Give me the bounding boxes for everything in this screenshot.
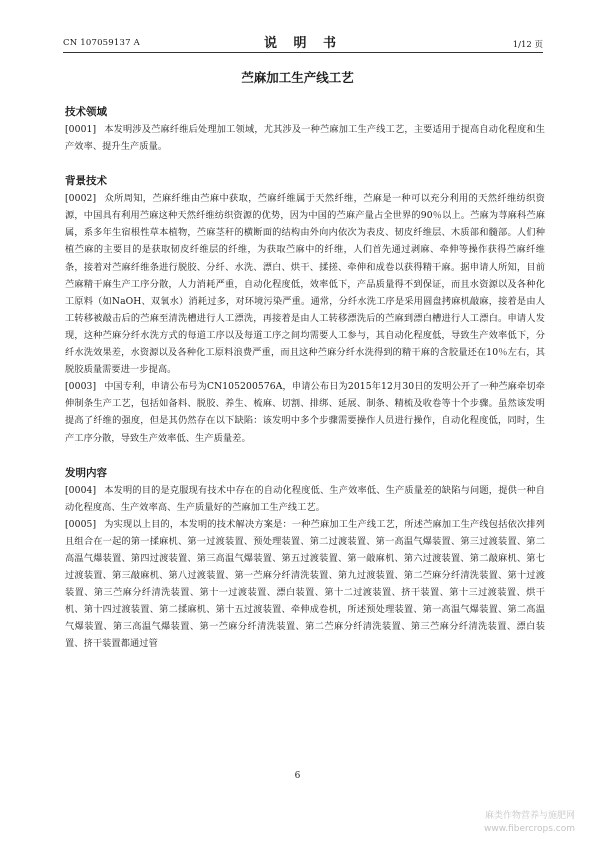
- paragraph-number: [0005]: [65, 518, 97, 530]
- document-type: 说 明 书: [263, 36, 343, 51]
- watermark-url: www.fibercrops.com: [484, 824, 575, 834]
- page-header: [63, 30, 543, 53]
- paragraph-0001: [65, 121, 545, 155]
- watermark-site-name: 麻类作物营养与施肥网: [484, 811, 575, 821]
- paragraph-number: [0001]: [65, 124, 97, 135]
- section-heading-background: 背景技术: [65, 175, 107, 188]
- paragraph-number: [0002]: [65, 193, 97, 205]
- paragraph-number: [0003]: [65, 381, 97, 393]
- watermark: [484, 810, 575, 836]
- section-heading-invention: 发明内容: [65, 466, 107, 479]
- paragraph-text: 本发明涉及苎麻纤维后处理加工领域，尤其涉及一种苎麻加工生产线工艺，主要适用于提高自动化程度和生产效率、提升生产质量。: [65, 124, 545, 153]
- paragraph-0005: [65, 516, 545, 653]
- paragraph-number: [0004]: [65, 484, 97, 496]
- page-number: 6: [294, 771, 301, 781]
- paragraph-text: 为实现以上目的，本发明的技术解决方案是：一种苎麻加工生产线工艺，所述苎麻加工生产线包括依次排列且组合在一起的第一揉麻机、第一过渡装置、预处理装置、第二过渡装置、第一高温气爆装置、第三过渡装置、第二高温气爆装置、第四过渡装置、第三高温气爆装置、第五过渡装置、第一敲麻机、第六过渡装置、第二敲麻机、第七过渡装置、第三敲麻机、第八过渡装置、第一苎麻分纤清洗装置、第九过渡装置、第二苎麻分纤清洗装置、第十过渡装置、第三苎麻分纤清洗装置、第十一过渡装置、漂白装置、第十二过渡装置、挤干装置、第十三过渡装置、烘干机、第十四过渡装置、第二揉麻机、第十五过渡装置、牵伸成卷机，所述预处理装置、第一高温气爆装置、第二高温气爆装置、第三高温气爆装置、第一苎麻分纤清洗装置、第二苎麻分纤清洗装置、第三苎麻分纤清洗装置、漂白装置、挤干装置都通过管: [65, 518, 545, 650]
- document-body: [65, 104, 545, 653]
- paragraph-text: 众所周知，苎麻纤维由苎麻中获取，苎麻纤维属于天然纤维，苎麻是一种可以充分利用的天然纤维纺织资源，中国具有利用苎麻这种天然纤维纺织资源的优势，因为中国的苎麻产量占全世界的90％以上。苎麻为荨麻科苎麻属，系多年生宿根性草本植物，苎麻茎秆的横断面的结构由外向内依次为表皮、韧皮纤维层、木质部和髓部。人们种植苎麻的主要目的是获取韧皮纤维层的纤维，为获取苎麻中的纤维，人们首先通过剥麻、牵伸等操作获得苎麻纤维条，接着对苎麻纤维条进行脱胶、分纤、水洗、漂白、烘干、揉搓、牵伸和成卷以获得精干麻。据申请人所知，目前苎麻精干麻生产工序分散，人力消耗严重，自动化程度低，效率低下，产品质量得不到保证，而且水资源以及各种化工原料（如NaOH、双氧水）消耗过多，对环境污染严重。通常，分纤水洗工序是采用圆盘拷麻机敲麻，接着是由人工转移被敲击后的苎麻至清洗槽进行人工漂洗，再接着是由人工转移漂洗后的苎麻到漂白槽进行人工漂白。申请人发现，这种苎麻分纤水洗方式的每道工序以及每道工序之间均需要人工参与，其自动化程度低，导致生产效率低下，分纤水洗效果差，水资源以及各种化工原料浪费严重，而且这种苎麻分纤水洗得到的精干麻的含胶量还在10％左右，其脱胶质量需要进一步提高。: [65, 193, 545, 376]
- section-heading-tech-field: 技术领域: [65, 106, 107, 118]
- patent-number: CN 107059137 A: [63, 38, 140, 48]
- paragraph-0002: [65, 190, 545, 378]
- page-indicator: 1/12 页: [512, 40, 543, 50]
- paragraph-0003: [65, 378, 545, 446]
- paragraph-text: 本发明的目的是克服现有技术中存在的自动化程度低、生产效率低、生产质量差的缺陷与问题，提供一种自动化程度高、生产效率高、生产质量好的苎麻加工生产线工艺。: [65, 484, 545, 513]
- paragraph-0004: [65, 482, 545, 516]
- paragraph-text: 中国专利，申请公布号为CN105200576A，申请公布日为2015年12月30日的发明公开了一种苎麻牵切牵伸制条生产工艺，包括如备料、脱胶、养生、梳麻、切割、排绑、延展、制条、精梳及收卷等十个步骤。虽然该发明提高了纤维的强度，但是其仍然存在以下缺陷：该发明中多个步骤需要操作人员进行操作，自动化程度低，同时，生产工序分散，导致生产效率低、生产质量差。: [65, 381, 545, 444]
- document-title: 苎麻加工生产线工艺: [241, 70, 354, 85]
